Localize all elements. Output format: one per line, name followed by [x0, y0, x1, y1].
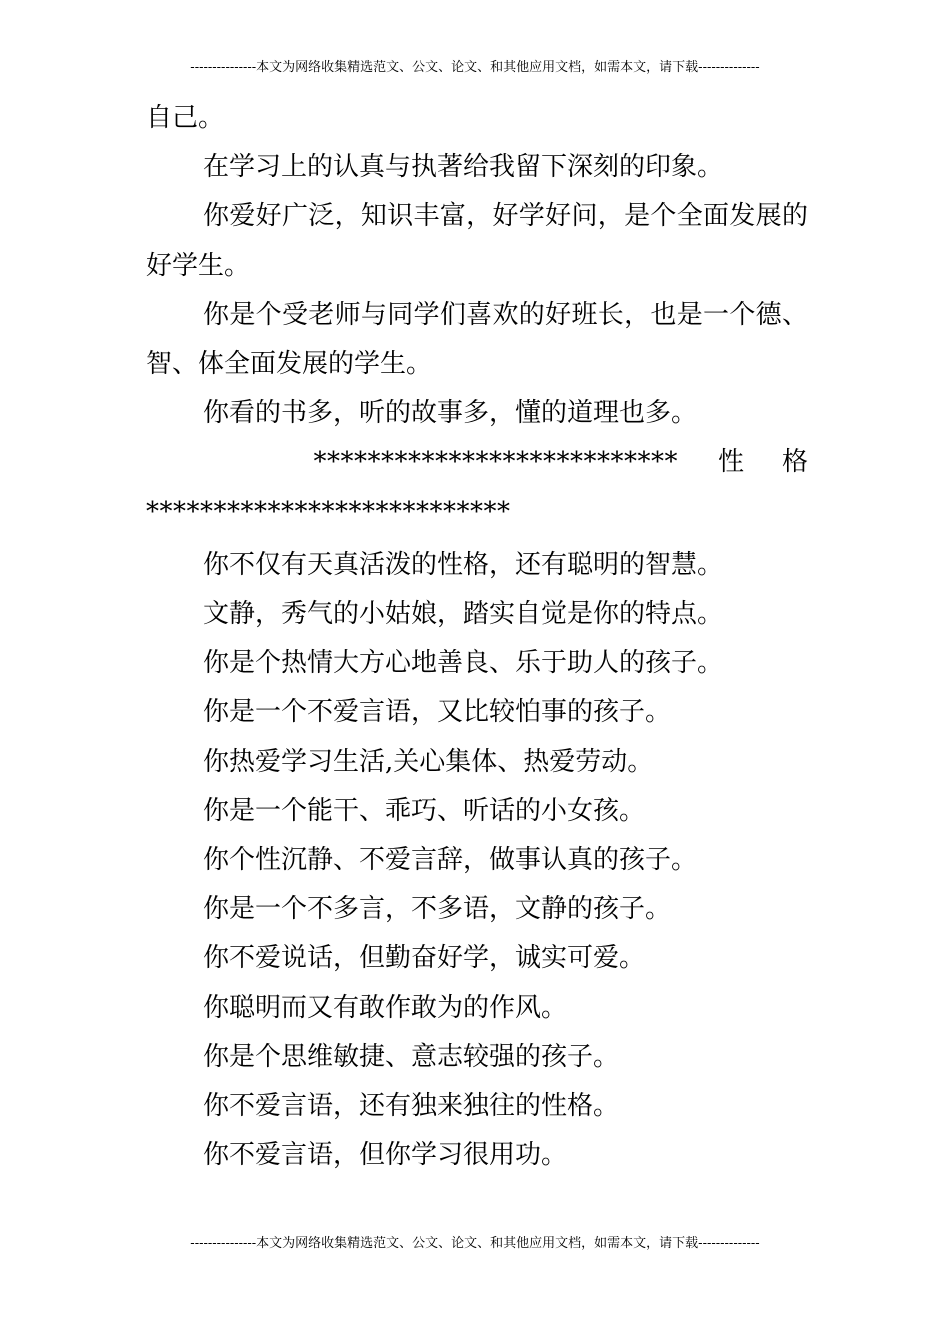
page-footer: ---------------本文为网络收集精选范文、公文、论文、和其他应用文档，如需本文，请下载--------------	[190, 1236, 760, 1251]
section-title: 性格	[717, 447, 846, 478]
paragraph: 你是个思维敏捷、意志较强的孩子。	[203, 1041, 620, 1072]
document-body	[146, 94, 846, 1180]
paragraph: 在学习上的认真与执著给我留下深刻的印象。	[203, 152, 724, 183]
heading-stars-right: ***************************	[146, 496, 511, 527]
paragraph: 你不爱说话，但勤奋好学，诚实可爱。	[203, 943, 646, 974]
paragraph: 文静，秀气的小姑娘，踏实自觉是你的特点。	[203, 599, 724, 630]
paragraph: 你个性沉静、不爱言辞，做事认真的孩子。	[203, 845, 698, 876]
paragraph: 你爱好广泛，知识丰富，好学好问，是个全面发展的好学生。	[146, 201, 808, 281]
paragraph: 你是一个能干、乖巧、听话的小女孩。	[203, 795, 646, 826]
page-header: ---------------本文为网络收集精选范文、公文、论文、和其他应用文档，如需本文，请下载--------------	[190, 60, 760, 75]
paragraph: 你不爱言语，还有独来独往的性格。	[203, 1091, 620, 1122]
paragraph: 你是个热情大方心地善良、乐于助人的孩子。	[203, 648, 724, 679]
paragraph: 你看的书多，听的故事多，懂的道理也多。	[203, 398, 698, 429]
paragraph: 你热爱学习生活,关心集体、热爱劳动。	[203, 746, 654, 777]
heading-stars-left: ***************************	[313, 447, 678, 478]
paragraph: 你是一个不爱言语，又比较怕事的孩子。	[203, 697, 672, 728]
paragraph: 你不仅有天真活泼的性格，还有聪明的智慧。	[203, 549, 724, 580]
paragraph: 你不爱言语，但你学习很用功。	[203, 1140, 568, 1171]
paragraph: 你是一个不多言，不多语，文静的孩子。	[203, 894, 672, 925]
paragraph-continuation: 自己。	[146, 103, 225, 133]
paragraph: 你聪明而又有敢作敢为的作风。	[203, 992, 568, 1023]
paragraph: 你是个受老师与同学们喜欢的好班长，也是一个德、智、体全面发展的学生。	[146, 299, 808, 380]
section-heading	[146, 438, 846, 536]
